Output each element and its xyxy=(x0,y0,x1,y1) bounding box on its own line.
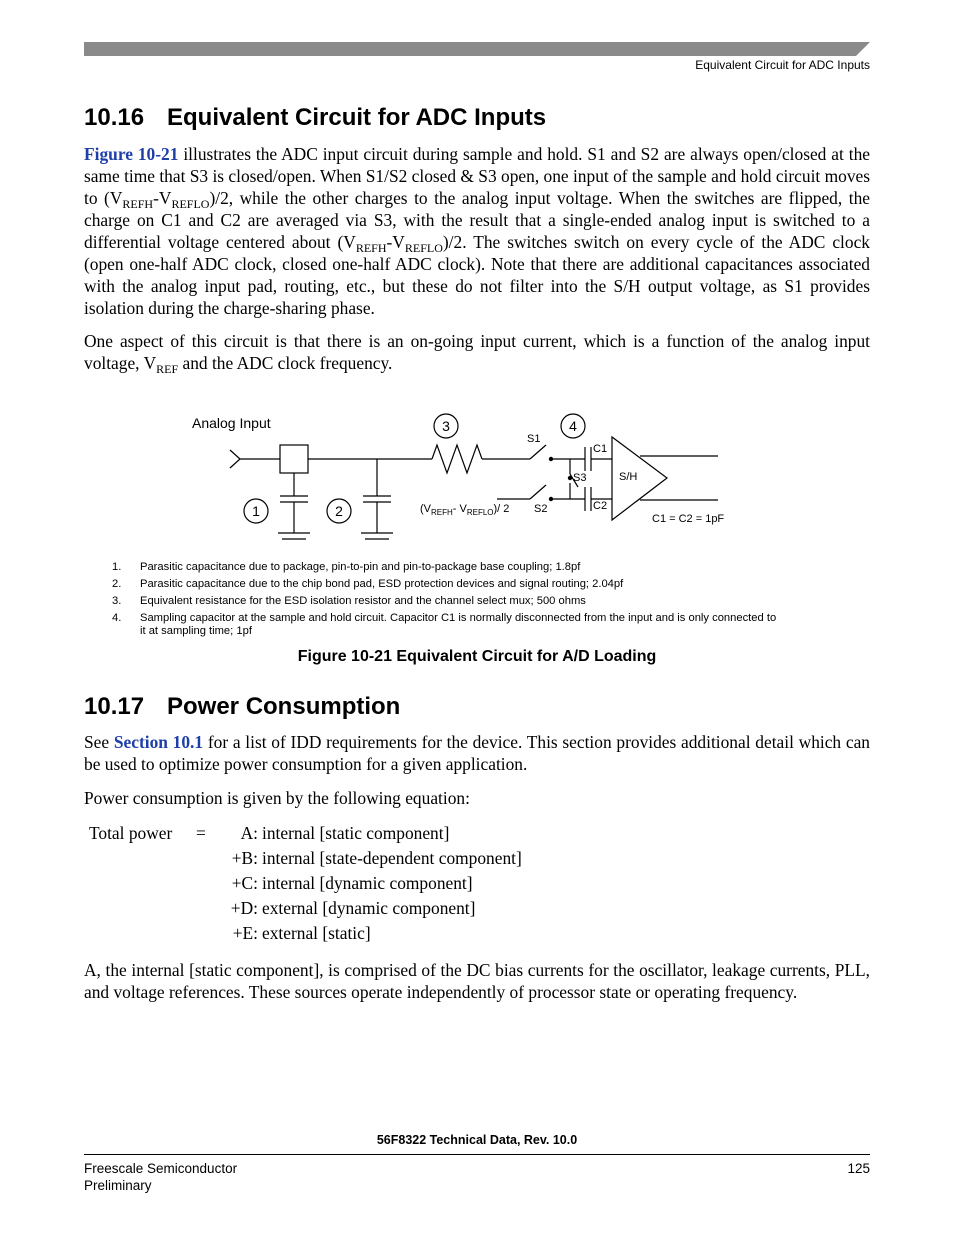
note-text: Parasitic capacitance due to the chip bond pad, ESD protection devices and signal routing; 2.04pf xyxy=(140,578,624,590)
equation-term-label: +E: xyxy=(232,923,258,943)
equation-lhs: Total power xyxy=(89,823,173,843)
note-text: Equivalent resistance for the ESD isolation resistor and the channel select mux; 500 ohms xyxy=(140,595,586,607)
running-header: Equivalent Circuit for ADC Inputs xyxy=(695,58,870,72)
equation-term-label: A: xyxy=(240,823,258,843)
equation-term-text: external [static] xyxy=(262,923,371,943)
subscript: REFH xyxy=(122,197,154,211)
figure-notes xyxy=(112,561,812,642)
switch-s1-icon xyxy=(530,445,546,459)
section-number: 10.17 xyxy=(84,693,145,720)
vref-sub-refh: REFH xyxy=(431,508,453,517)
section-title: Power Consumption xyxy=(167,693,401,720)
subscript: REFLO xyxy=(171,197,210,211)
text-run: )/2. The switches switch on every cycle of the ADC clock (open one-half ADC clock, closed one-half ADC clock). Note that there are additional capacitances associated with the analog input pad, routing, etc., but these do not filter into the S/H output voltage, as S1 provides isolation during the charge-sharing phase. xyxy=(84,232,870,318)
equation-equals: = xyxy=(196,823,206,843)
analog-input-label: Analog Input xyxy=(192,415,271,431)
vref-midpoint-label xyxy=(420,503,509,517)
figure-note xyxy=(112,612,780,638)
power-intro-paragraph xyxy=(84,731,870,775)
text-run: illustrates the ADC input circuit during sample and hold. S1 and S2 are always open/closed at the same time that S3 is closed/open. When S1/S2 closed & S3 open, one input of the sample and hold circuit moves to (V xyxy=(84,144,871,208)
capacitor-value-label: C1 = C2 = 1pF xyxy=(652,513,725,525)
equation-term-label: +D: xyxy=(230,898,258,918)
pad-box xyxy=(280,445,308,473)
note-number: 2. xyxy=(112,578,122,590)
note-number: 1. xyxy=(112,561,122,573)
footer-page-number: 125 xyxy=(847,1161,870,1176)
section-heading-10-17 xyxy=(84,693,400,721)
switch-s2-icon xyxy=(530,485,546,499)
text-run: for a list of IDD requirements for the device. This section provides additional detail which can be used to optimize power consumption for a given application. xyxy=(84,732,870,774)
section-title: Equivalent Circuit for ADC Inputs xyxy=(167,104,547,131)
footer-divider xyxy=(84,1154,870,1155)
text-run: -V xyxy=(386,232,405,252)
subscript: REFH xyxy=(355,241,387,255)
switch-contact-dot xyxy=(549,457,553,461)
equation-term-text: internal [dynamic component] xyxy=(262,873,473,893)
equation-term-label: +C: xyxy=(231,873,258,893)
section-heading-10-16 xyxy=(84,104,546,132)
switch-contact-dot xyxy=(568,476,572,480)
callout-label-2: 2 xyxy=(335,503,343,519)
figure-note xyxy=(112,578,812,591)
capacitor-c2-label: C2 xyxy=(593,500,608,512)
text-run: and the ADC clock frequency. xyxy=(178,353,393,373)
input-arrow-icon xyxy=(230,450,240,468)
text-run: One aspect of this circuit is that there is an on-going input current, which is a function of the analog input voltage, V xyxy=(84,331,870,373)
figure-note xyxy=(112,595,812,608)
header-bar xyxy=(84,42,870,56)
subscript: REF xyxy=(156,362,179,376)
equation-term-text: external [dynamic component] xyxy=(262,898,476,918)
footer-company: Freescale Semiconductor xyxy=(84,1161,238,1176)
subscript: REFLO xyxy=(404,241,443,255)
figure-caption: Figure 10-21 Equivalent Circuit for A/D Loading xyxy=(297,648,657,665)
switch-s2-label: S2 xyxy=(534,503,548,515)
note-text: Parasitic capacitance due to package, pin-to-pin and pin-to-package base coupling; 1.8pf xyxy=(140,561,581,573)
callout-label-4: 4 xyxy=(569,418,577,434)
header-bar-shape xyxy=(84,42,870,56)
vref-sub-reflo: REFLO xyxy=(466,508,494,517)
note-number: 4. xyxy=(112,612,122,624)
footer-document-title: 56F8322 Technical Data, Rev. 10.0 xyxy=(376,1133,578,1147)
text-run: -V xyxy=(153,188,172,208)
section-10-1-link[interactable]: Section 10.1 xyxy=(113,732,204,752)
vref-mid: - V xyxy=(452,503,467,515)
vref-open: (V xyxy=(420,503,431,515)
switch-s1-label: S1 xyxy=(527,433,541,445)
equation-term-text: internal [static component] xyxy=(262,823,450,843)
equation-term-label: +B: xyxy=(231,848,258,868)
text-run: )/2, while the other charges to the analog input voltage. When the switches are flipped, the charge on C1 and C2 are averaged via S3, with the result that a single-ended analog input is switched to a differential voltage centered about (V xyxy=(84,188,870,252)
equation-term-text: internal [state-dependent component] xyxy=(262,848,522,868)
figure-10-21-link[interactable]: Figure 10-21 xyxy=(84,144,179,164)
resistor-icon xyxy=(432,445,482,473)
switch-contact-dot xyxy=(549,497,553,501)
sample-hold-label: S/H xyxy=(619,471,638,483)
static-component-paragraph: A, the internal [static component], is comprised of the DC bias currents for the oscillator, leakage currents, PLL, and voltage references. These sources operate independently of processor state or operating frequency. xyxy=(84,960,870,1002)
callout-label-3: 3 xyxy=(442,418,450,434)
callout-label-1: 1 xyxy=(252,503,260,519)
text-run: See xyxy=(84,732,114,752)
note-number: 3. xyxy=(112,595,122,607)
adc-intro-paragraph xyxy=(84,143,870,319)
figure-note xyxy=(112,561,812,574)
capacitor-c1-label: C1 xyxy=(593,443,608,455)
section-number: 10.16 xyxy=(84,104,145,131)
adc-equivalent-circuit-diagram xyxy=(170,405,770,555)
vref-close: )/ 2 xyxy=(493,503,510,515)
input-current-paragraph xyxy=(84,330,870,374)
switch-s3-label: S3 xyxy=(573,472,587,484)
footer-status: Preliminary xyxy=(84,1178,152,1193)
power-equation-intro: Power consumption is given by the following equation: xyxy=(84,788,470,808)
note-text: Sampling capacitor at the sample and hold circuit. Capacitor C1 is normally disconnected from the input and is only connected to it at sampling time; 1pf xyxy=(140,612,777,637)
